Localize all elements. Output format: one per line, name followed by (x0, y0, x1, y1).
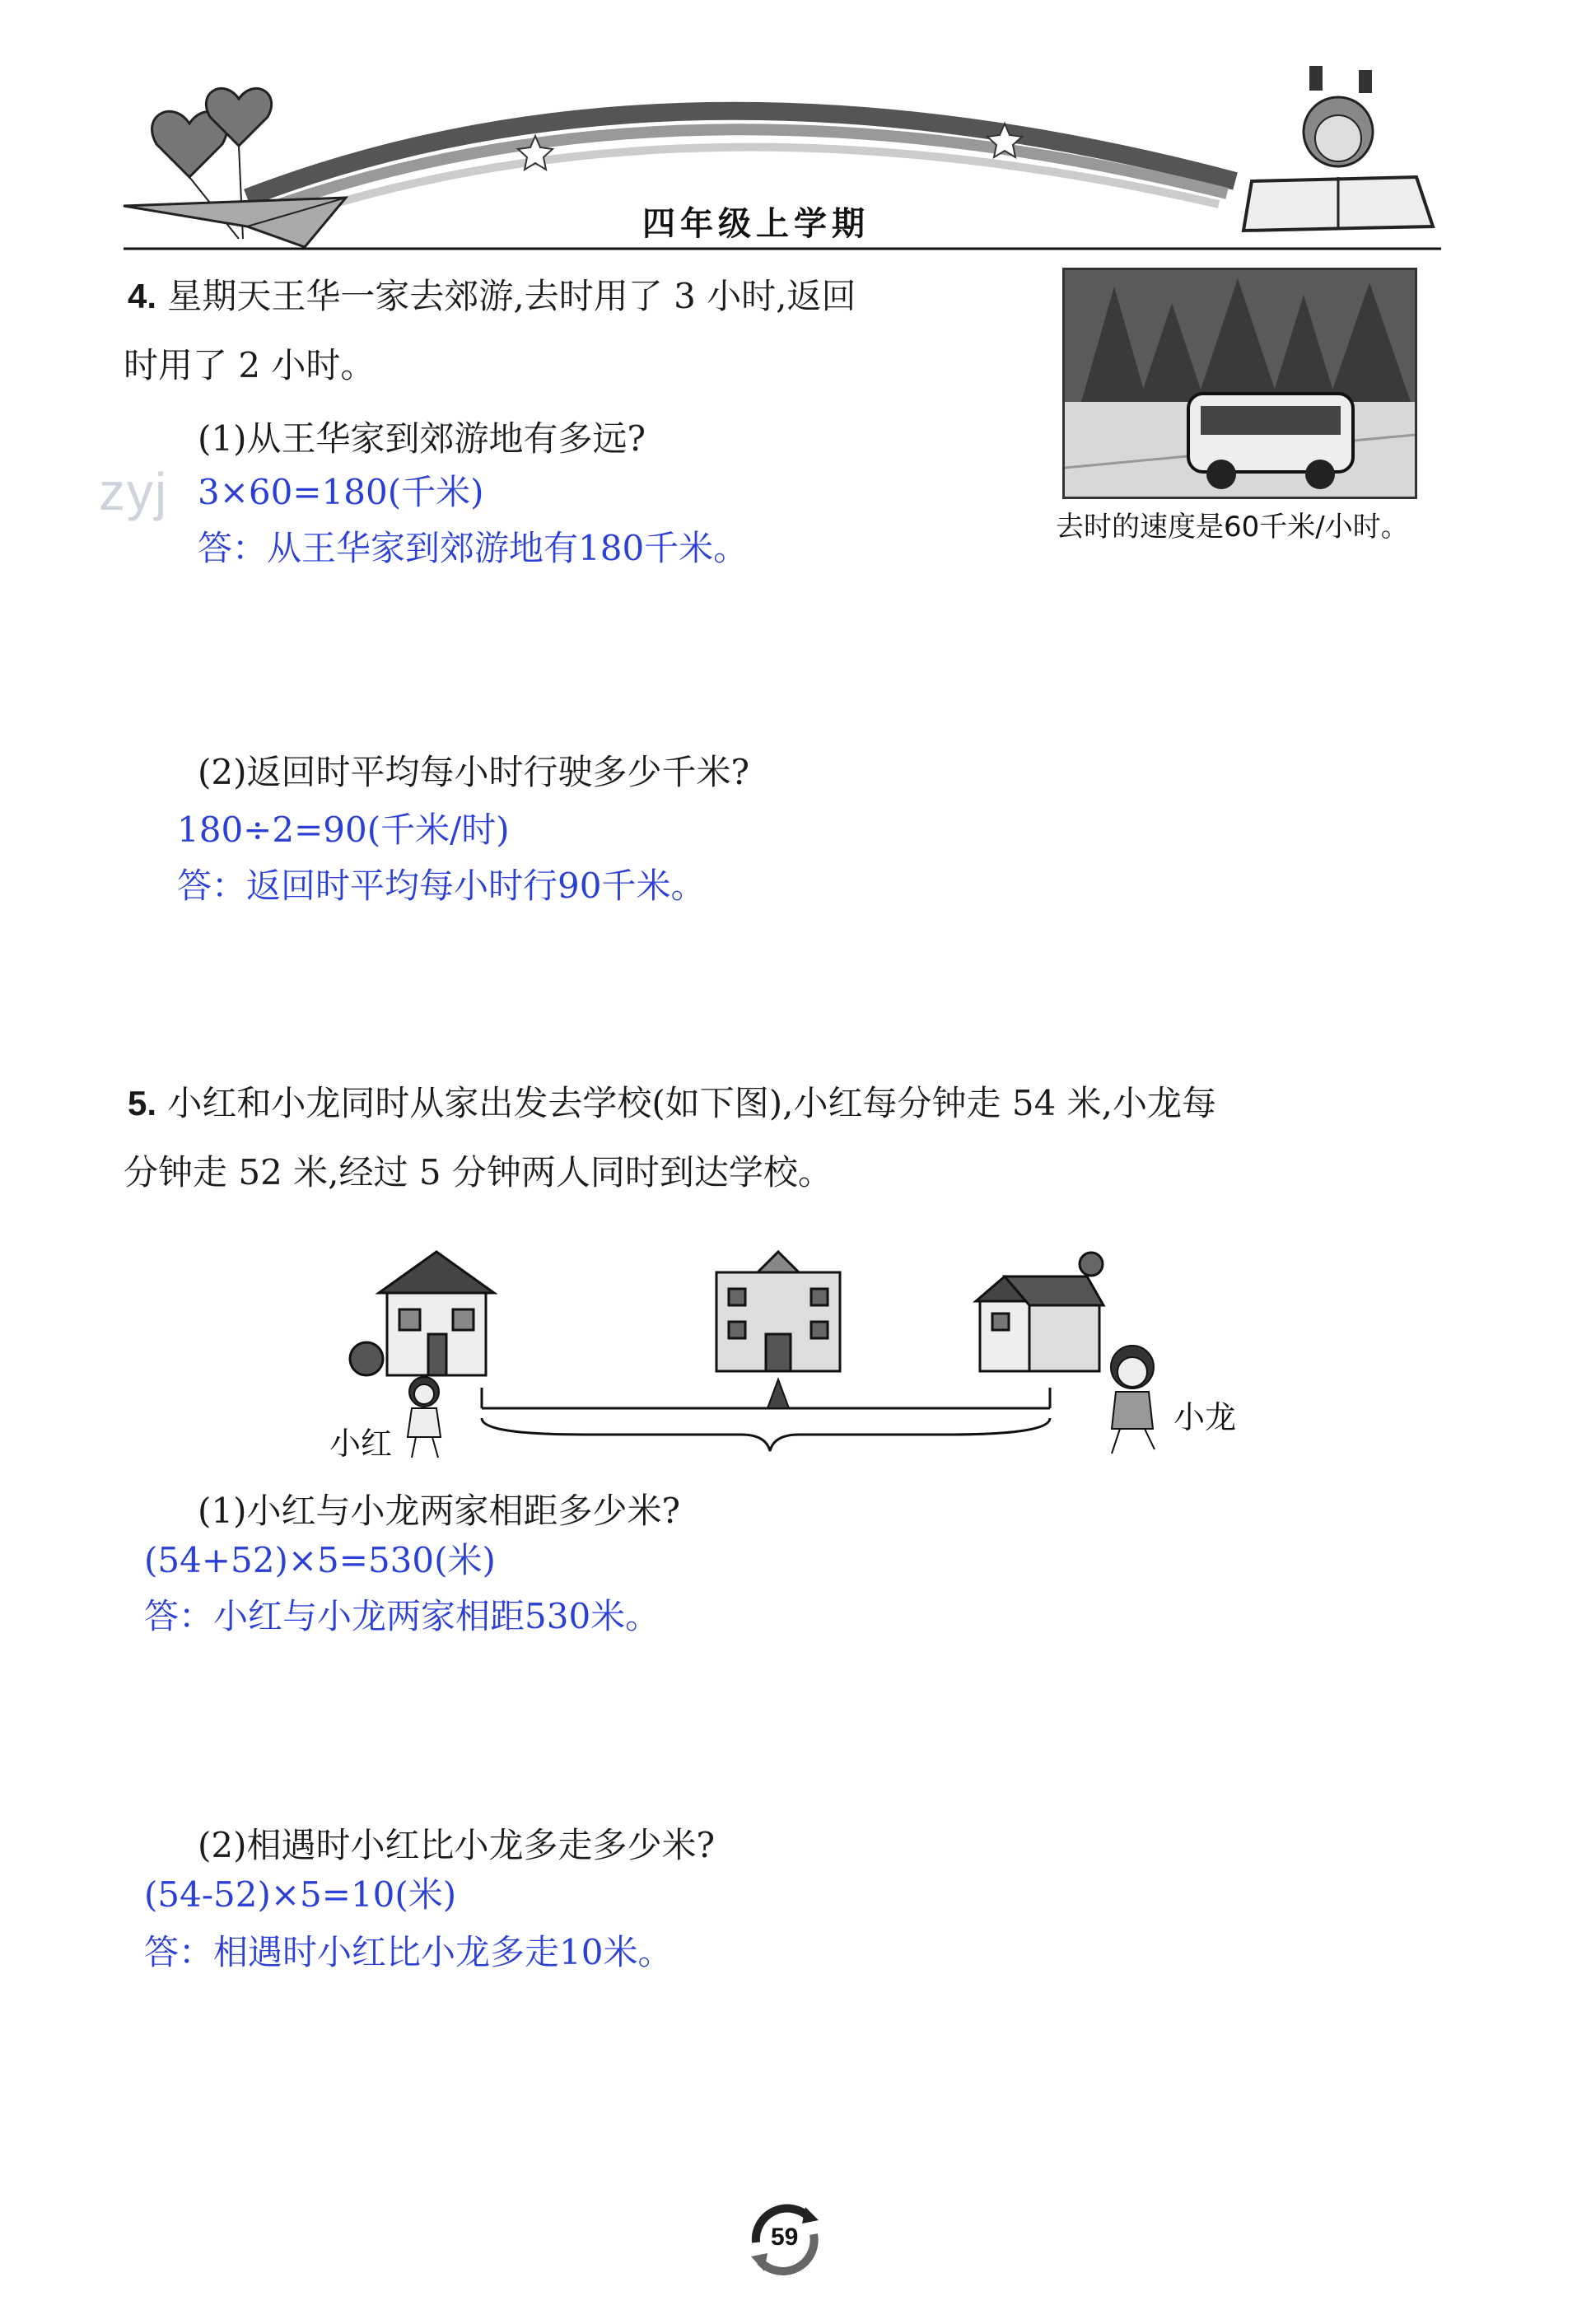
page-number-badge (740, 2197, 830, 2280)
q5-stem (124, 1069, 1462, 1207)
q4-p1-answer: 答：从王华家到郊游地有180千米。 (198, 528, 749, 568)
bus-illustration (1062, 268, 1417, 499)
q4-line-2: 时用了 2 小时。 (124, 345, 376, 385)
xiaolong-figure (1111, 1346, 1155, 1454)
watermark-text: zyj (99, 462, 169, 521)
q5-p1-answer: 答：小红与小龙两家相距530米。 (144, 1596, 660, 1636)
xiaohong-figure (408, 1377, 441, 1458)
bus-caption: 去时的速度是60千米/小时。 (1056, 511, 1409, 544)
page-number: 59 (771, 2224, 799, 2251)
q5-p1-question: (1)小红与小龙两家相距多少米? (198, 1491, 681, 1531)
q5-diagram (313, 1244, 1260, 1466)
q5-number: 5. (128, 1084, 157, 1122)
q5-line-1-text: 小红和小龙同时从家出发去学校(如下图),小红每分钟走 54 米,小龙每 (167, 1083, 1217, 1123)
school-building (716, 1252, 840, 1371)
q4-number: 4. (128, 277, 157, 315)
q5-line-2: 分钟走 52 米,经过 5 分钟两人同时到达学校。 (124, 1152, 833, 1192)
q4-p2-formula: 180÷2=90(千米/时) (177, 810, 510, 850)
q5-route-graphic (313, 1244, 1260, 1466)
bus-scene-graphic (1065, 270, 1415, 497)
q4-p1-formula: 3×60=180(千米) (198, 472, 484, 512)
q5-p2-answer: 答：相遇时小红比小龙多走10米。 (144, 1932, 673, 1972)
page-header (0, 0, 1577, 264)
q4-p2-question: (2)返回时平均每小时行驶多少千米? (198, 752, 750, 792)
q5-line-1 (128, 1069, 1462, 1138)
q4-p1-question: (1)从王华家到郊游地有多远? (198, 418, 646, 459)
q4-stem (124, 262, 1050, 400)
q5-p2-question: (2)相遇时小红比小龙多走多少米? (198, 1825, 716, 1865)
q5-p1-formula: (54+52)×5=530(米) (144, 1540, 496, 1580)
xiaolong-house (976, 1253, 1103, 1371)
label-xiaolong: 小龙 (1173, 1399, 1237, 1435)
header-title: 四年级上学期 (642, 205, 870, 243)
q4-p2-answer: 答：返回时平均每小时行90千米。 (177, 866, 706, 906)
q4-line-1-text: 星期天王华一家去郊游,去时用了 3 小时,返回 (167, 276, 856, 316)
q4-line-1 (128, 262, 1050, 331)
label-xiaohong: 小红 (329, 1426, 393, 1462)
xiaohong-house (350, 1252, 494, 1375)
q5-p2-formula: (54-52)×5=10(米) (144, 1874, 457, 1915)
